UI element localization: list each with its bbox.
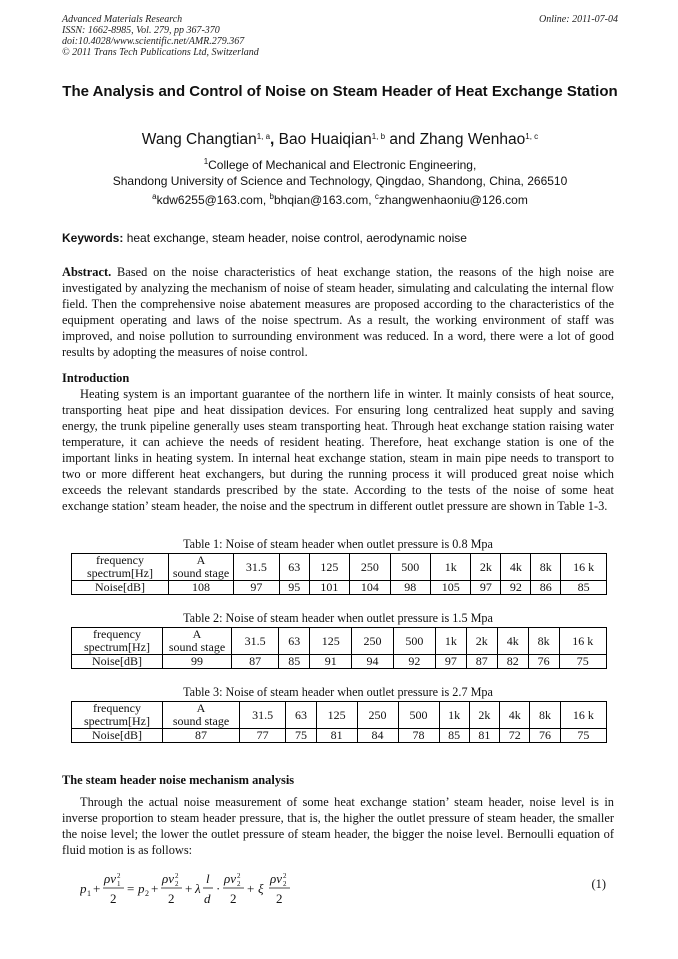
author-sup: 1, b xyxy=(371,132,386,141)
table-row xyxy=(72,581,607,595)
table-cell: 1k xyxy=(435,628,466,655)
table-cell: 16 k xyxy=(560,702,606,729)
table-cell: 75 xyxy=(286,729,316,743)
svg-text:+: + xyxy=(93,881,101,896)
table-cell: 87 xyxy=(163,729,240,743)
table-cell: 75 xyxy=(560,729,606,743)
table-cell: 1k xyxy=(439,702,469,729)
online-date: Online: 2011-07-04 xyxy=(539,14,618,25)
journal-header xyxy=(62,14,618,58)
equation-graphic xyxy=(80,867,320,909)
table-cell: A sound stage xyxy=(163,702,240,729)
table-cell: 72 xyxy=(500,729,530,743)
table-cell: 500 xyxy=(390,554,430,581)
table-cell: frequency spectrum[Hz] xyxy=(72,628,163,655)
svg-text:2: 2 xyxy=(175,872,179,880)
svg-text:2: 2 xyxy=(175,880,179,888)
table-cell: Noise[dB] xyxy=(72,729,163,743)
table-3-caption: Table 3: Noise of steam header when outlet pressure is 2.7 Mpa xyxy=(183,685,493,699)
table-cell: frequency spectrum[Hz] xyxy=(72,554,169,581)
svg-text:2: 2 xyxy=(145,889,149,898)
svg-text:ρv: ρv xyxy=(162,871,175,886)
table-cell: 87 xyxy=(232,655,279,669)
table-cell: 31.5 xyxy=(234,554,280,581)
email-list: $^a$kdw6255@163.com, $^b$bhqian@163.com, $^c$zhangwenhaoniu@126.com xyxy=(152,192,528,207)
table-row xyxy=(72,729,607,743)
table-cell: 104 xyxy=(350,581,390,595)
table-row xyxy=(72,628,607,655)
introduction-heading: Introduction xyxy=(62,371,130,385)
table-3 xyxy=(71,701,607,743)
svg-text:2: 2 xyxy=(230,891,237,906)
table-cell: 75 xyxy=(559,655,606,669)
table-cell: 4k xyxy=(501,554,531,581)
author-list: Wang Changtian$^{1, a}$, Bao Huaiqian$^{1, b}$ and Zhang Wenhao$^{1, c}$ xyxy=(141,131,539,148)
bernoulli-equation xyxy=(80,867,320,913)
table-cell: 95 xyxy=(279,581,309,595)
email-sup: a xyxy=(152,192,157,201)
table-cell: 77 xyxy=(240,729,286,743)
table-cell: 500 xyxy=(398,702,439,729)
table-cell: 4k xyxy=(500,702,530,729)
table-cell: 101 xyxy=(309,581,349,595)
table-cell: 63 xyxy=(279,628,310,655)
table-cell: 84 xyxy=(357,729,398,743)
table-cell: 8k xyxy=(528,628,559,655)
table-cell: 99 xyxy=(163,655,232,669)
table-cell: 125 xyxy=(310,628,352,655)
table-2 xyxy=(71,627,607,669)
table-row xyxy=(72,655,607,669)
table-cell: A sound stage xyxy=(163,628,232,655)
keywords-text: heat exchange, steam header, noise control, aerodynamic noise xyxy=(126,231,467,245)
table-cell: Noise[dB] xyxy=(72,581,169,595)
table-cell: 108 xyxy=(169,581,234,595)
table-2-caption: Table 2: Noise of steam header when outlet pressure is 1.5 Mpa xyxy=(183,611,493,625)
svg-text:p: p xyxy=(80,881,87,896)
keywords xyxy=(62,231,618,245)
svg-text:ρv: ρv xyxy=(224,871,237,886)
author-sup: 1, c xyxy=(525,132,539,141)
svg-text:2: 2 xyxy=(283,872,287,880)
email-sup: b xyxy=(269,192,274,201)
table-cell: 31.5 xyxy=(232,628,279,655)
svg-text:l: l xyxy=(206,871,210,886)
email-sup: c xyxy=(374,192,379,201)
table-cell: 500 xyxy=(393,628,435,655)
affil-sup: 1 xyxy=(203,157,209,166)
table-cell: 76 xyxy=(530,729,560,743)
svg-text:2: 2 xyxy=(283,880,287,888)
table-cell: 81 xyxy=(469,729,499,743)
email-address[interactable]: zhangwenhaoniu@126.com xyxy=(378,193,528,207)
svg-text:2: 2 xyxy=(110,891,117,906)
svg-text:+: + xyxy=(185,881,193,896)
svg-text:2: 2 xyxy=(237,880,241,888)
svg-text:λ: λ xyxy=(195,881,201,896)
table-cell: frequency spectrum[Hz] xyxy=(72,702,163,729)
affil-line-2: Shandong University of Science and Technology, Qingdao, Shandong, China, 266510 xyxy=(112,174,568,188)
email-address[interactable]: kdw6255@163.com xyxy=(156,193,263,207)
abstract xyxy=(62,264,614,360)
table-cell: 1k xyxy=(431,554,471,581)
svg-text:+: + xyxy=(247,881,255,896)
equation-number: (1) xyxy=(591,877,606,891)
svg-text:2: 2 xyxy=(168,891,175,906)
table-cell: 94 xyxy=(352,655,394,669)
table-row xyxy=(72,702,607,729)
svg-text:ρv: ρv xyxy=(104,871,117,886)
table-cell: 250 xyxy=(352,628,394,655)
table-cell: 8k xyxy=(530,702,560,729)
keywords-label: Keywords: xyxy=(62,231,124,245)
table-cell: 125 xyxy=(309,554,349,581)
affiliation xyxy=(62,157,618,189)
svg-text:p: p xyxy=(138,881,145,896)
svg-text:2: 2 xyxy=(276,891,283,906)
issn: ISSN: 1662-8985, Vol. 279, pp 367-370 xyxy=(62,25,220,36)
journal-name: Advanced Materials Research xyxy=(62,14,183,25)
table-cell: Noise[dB] xyxy=(72,655,163,669)
table-cell: 92 xyxy=(393,655,435,669)
svg-text:·: · xyxy=(216,881,221,896)
mechanism-heading: The steam header noise mechanism analysis xyxy=(62,773,295,787)
table-cell: 97 xyxy=(435,655,466,669)
table-cell: 85 xyxy=(279,655,310,669)
table-cell: 2k xyxy=(466,628,497,655)
table-cell: 31.5 xyxy=(240,702,286,729)
table-cell: 85 xyxy=(561,581,607,595)
table-cell: 76 xyxy=(528,655,559,669)
svg-text:+: + xyxy=(151,881,159,896)
affil-line-1: College of Mechanical and Electronic Engineering, xyxy=(208,158,477,172)
table-cell: 2k xyxy=(469,702,499,729)
svg-text:2: 2 xyxy=(117,872,121,880)
table-cell: 82 xyxy=(497,655,528,669)
table-1 xyxy=(71,553,607,595)
table-cell: 81 xyxy=(316,729,357,743)
table-cell: 97 xyxy=(471,581,501,595)
email-address[interactable]: bhqian@163.com xyxy=(273,193,369,207)
table-cell: 87 xyxy=(466,655,497,669)
introduction-text: Heating system is an important guarantee of the northern life in winter. It mainly consists of heat source, transporting heat pipe and heat dissipation devices. For ensuring long centralized heat supply and saving energy, the trunk pipeline generally uses steam transporting heat. Through heat exchange station raising water temperature, it can achieve the needs of resident heating. Therefore, heat exchange station is one of the important links in heating system. In internal heat exchange station, steam in main pipe needs to transport to two or more different heat exchangers, but during the running process it will produced great noise which exceeds the relevant standards prescribed by the state. According to the tests of the noise of some heat exchange station’ steam header, the noise and the spectrum in different outlet pressure are shown in Table 1-3. xyxy=(62,387,614,513)
introduction xyxy=(62,370,614,514)
table-cell: 91 xyxy=(310,655,352,669)
table-cell: 85 xyxy=(439,729,469,743)
table-cell: 98 xyxy=(390,581,430,595)
copyright: © 2011 Trans Tech Publications Ltd, Switzerland xyxy=(62,47,259,58)
svg-text:d: d xyxy=(204,891,211,906)
table-row xyxy=(72,554,607,581)
table-cell: 16 k xyxy=(561,554,607,581)
table-cell: 63 xyxy=(286,702,316,729)
table-cell: 250 xyxy=(350,554,390,581)
table-cell: 105 xyxy=(431,581,471,595)
mechanism-text: Through the actual noise measurement of some heat exchange station’ steam header, noise level is in inverse proportion to steam header pressure, that is, the higher the outlet pressure of steam header, the smaller the noise level; the lower the outlet pressure of steam header, the bigger the noise level. Bernoulli equation of fluid motion is as follows: xyxy=(62,795,614,857)
table-cell: 4k xyxy=(497,628,528,655)
abstract-text: Based on the noise characteristics of heat exchange station, the reasons of the high noise are investigated by analyzing the mechanism of noise of steam header, simulating and calculating the internal flow field. Then the comprehensive noise abatement measures are proposed according to the characteristics of the equipment operating and laws of the noise spectrum. As a result, the working environment of staff was improved, and noise pollution to surrounding environment was reduced. In a word, there were a lot of good results by adopting the measures of noise control. xyxy=(62,265,614,359)
author-name: Wang Changtian xyxy=(141,131,257,148)
doi: doi:10.4028/www.scientific.net/AMR.279.367 xyxy=(62,36,245,47)
author-name: Bao Huaiqian xyxy=(278,131,372,148)
author-sup: 1, a xyxy=(256,132,271,141)
table-cell: 86 xyxy=(531,581,561,595)
table-cell: 92 xyxy=(501,581,531,595)
author-name: Zhang Wenhao xyxy=(419,131,526,148)
table-cell: A sound stage xyxy=(169,554,234,581)
svg-text:2: 2 xyxy=(237,872,241,880)
svg-text:1: 1 xyxy=(117,880,121,888)
table-cell: 63 xyxy=(279,554,309,581)
abstract-label: Abstract. xyxy=(62,265,112,279)
table-cell: 125 xyxy=(316,702,357,729)
table-cell: 8k xyxy=(531,554,561,581)
table-cell: 16 k xyxy=(559,628,606,655)
svg-text:=: = xyxy=(127,881,135,896)
mechanism-section xyxy=(62,772,614,858)
table-cell: 78 xyxy=(398,729,439,743)
paper-title: The Analysis and Control of Noise on Steam Header of Heat Exchange Station xyxy=(62,83,618,100)
table-cell: 250 xyxy=(357,702,398,729)
svg-text:1: 1 xyxy=(87,889,91,898)
svg-text:ρv: ρv xyxy=(270,871,283,886)
table-cell: 97 xyxy=(234,581,280,595)
table-cell: 2k xyxy=(471,554,501,581)
table-1-caption: Table 1: Noise of steam header when outlet pressure is 0.8 Mpa xyxy=(183,537,493,551)
svg-text:ξ: ξ xyxy=(258,881,264,896)
